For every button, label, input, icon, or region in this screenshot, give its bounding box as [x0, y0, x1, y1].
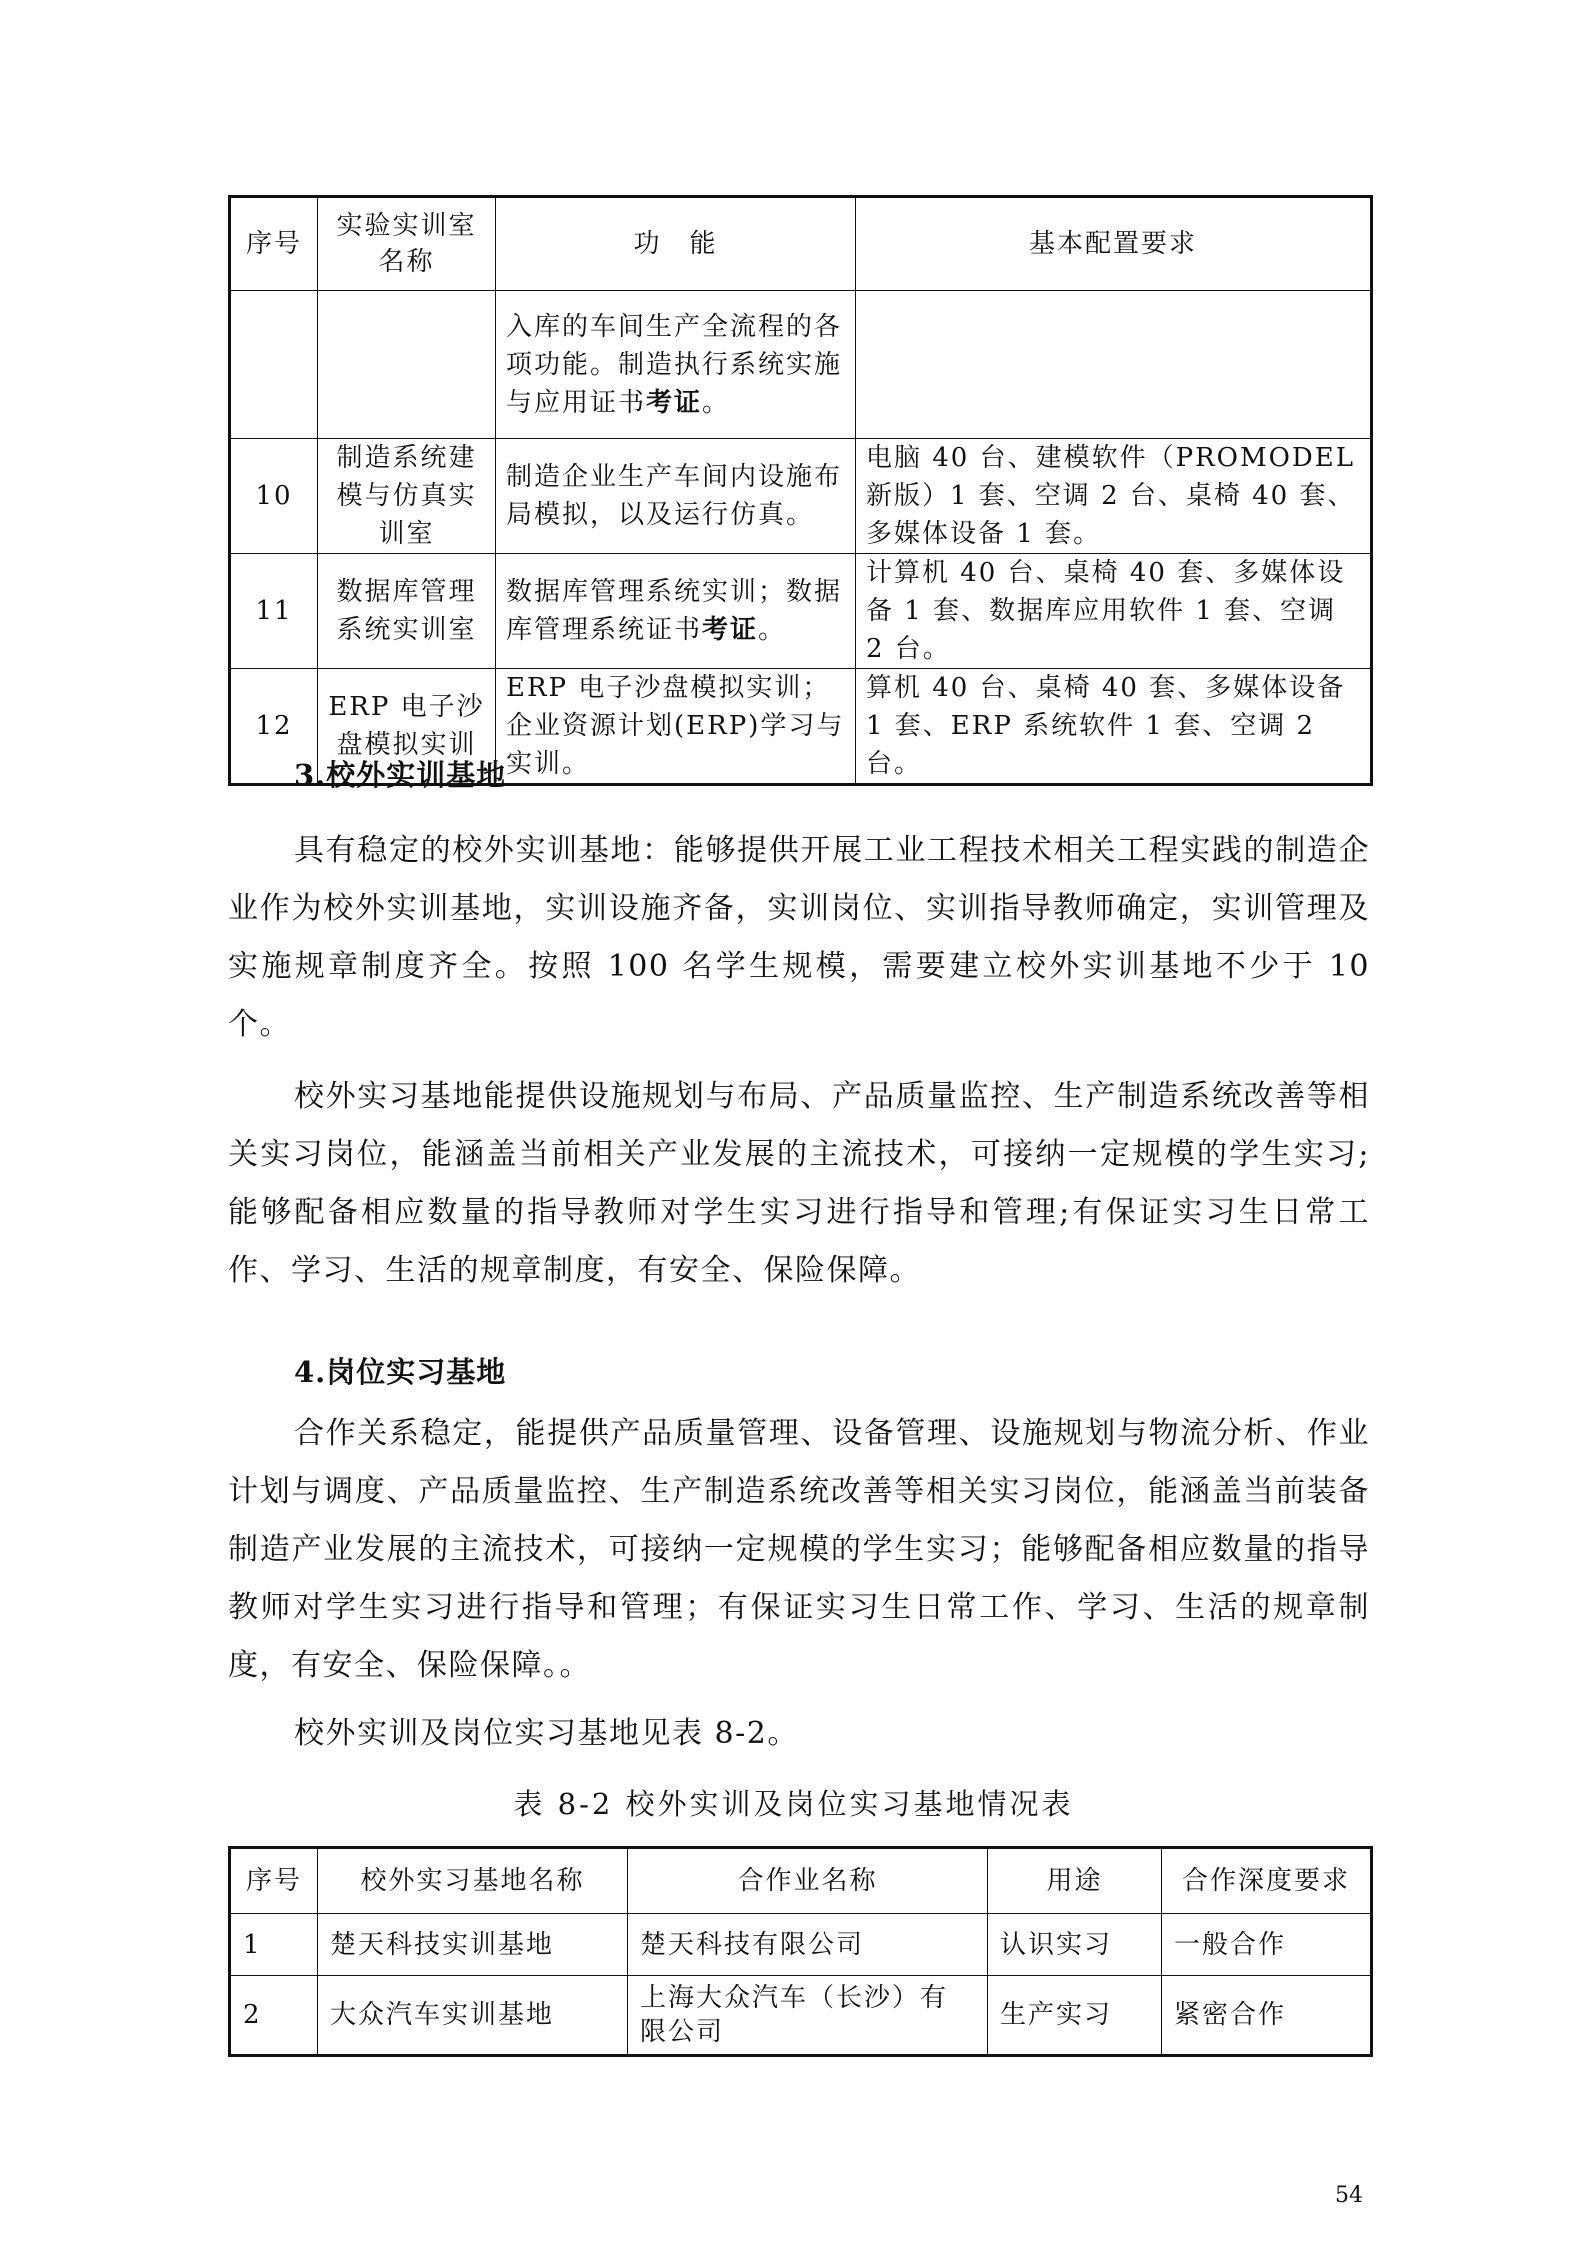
- header-depth: 合作深度要求: [1162, 1848, 1372, 1914]
- header-base-name: 校外实习基地名称: [318, 1848, 628, 1914]
- table-row: [230, 291, 1372, 439]
- table-header-row: [230, 197, 1372, 291]
- row-function: 入库的车间生产全流程的各项功能。制造执行系统实施与应用证书考证。: [496, 291, 856, 439]
- row-depth: 一般合作: [1162, 1914, 1372, 1976]
- row-use: 生产实习: [988, 1976, 1162, 2056]
- row-base-name: 大众汽车实训基地: [318, 1976, 628, 2056]
- row-no: 12: [230, 669, 318, 785]
- row-no: [230, 291, 318, 439]
- row-depth: 紧密合作: [1162, 1976, 1372, 2056]
- row-no: 11: [230, 554, 318, 669]
- row-function: 制造企业生产车间内设施布局模拟，以及运行仿真。: [496, 439, 856, 554]
- header-use: 用途: [988, 1848, 1162, 1914]
- row-config: 电脑 40 台、建模软件（PROMODEL 新版）1 套、空调 2 台、桌椅 40 套、多媒体设备 1 套。: [856, 439, 1372, 554]
- page-number: 54: [1335, 2183, 1363, 2208]
- header-company: 合作业名称: [628, 1848, 988, 1914]
- table-header-row: [230, 1848, 1372, 1914]
- row-lab-name: [318, 291, 496, 439]
- header-lab-name: 实验实训室名称: [318, 197, 496, 291]
- row-company: 上海大众汽车（长沙）有限公司: [628, 1976, 988, 2056]
- row-base-name: 楚天科技实训基地: [318, 1914, 628, 1976]
- section3-paragraph-1: 具有稳定的校外实训基地：能够提供开展工业工程技术相关工程实践的制造企业作为校外实训基地，实训设施齐备，实训岗位、实训指导教师确定，实训管理及实施规章制度齐全。按照 100 名学生规模，需要建立校外实训基地不少于 10 个。: [228, 833, 1370, 1042]
- section3-paragraph-2: 校外实习基地能提供设施规划与布局、产品质量监控、生产制造系统改善等相关实习岗位，能涵盖当前相关产业发展的主流技术，可接纳一定规模的学生实习;能够配备相应数量的指导教师对学生实习进行指导和管理;有保证实习生日常工作、学习、生活的规章制度，有安全、保险保障。: [228, 1079, 1370, 1288]
- section3-heading: 3.校外实训基地: [294, 758, 507, 792]
- practice-base-table: [228, 1846, 1373, 2057]
- row-lab-name: ERP 电子沙盘模拟实训: [318, 669, 496, 785]
- section4-heading: 4.岗位实习基地: [294, 1355, 507, 1389]
- lab-config-table: [228, 195, 1373, 786]
- table2-caption: 表 8-2 校外实训及岗位实习基地情况表: [513, 1787, 1074, 1821]
- row-config: [856, 291, 1372, 439]
- section4-paragraph-1: 合作关系稳定，能提供产品质量管理、设备管理、设施规划与物流分析、作业计划与调度、产品质量监控、生产制造系统改善等相关实习岗位，能涵盖当前装备制造产业发展的主流技术，可接纳一定规模的学生实习；能够配备相应数量的指导教师对学生实习进行指导和管理；有保证实习生日常工作、学习、生活的规章制度，有安全、保险保障。。: [228, 1416, 1370, 1683]
- table-row: [230, 439, 1372, 554]
- header-no: 序号: [230, 197, 318, 291]
- row-config: 计算机 40 台、桌椅 40 套、多媒体设备 1 套、数据库应用软件 1 套、空调 2 台。: [856, 554, 1372, 669]
- row-no: 1: [230, 1914, 318, 1976]
- header-function: 功 能: [496, 197, 856, 291]
- row-no: 2: [230, 1976, 318, 2056]
- row-lab-name: 制造系统建模与仿真实训室: [318, 439, 496, 554]
- row-function: ERP 电子沙盘模拟实训；企业资源计划(ERP)学习与实训。: [496, 669, 856, 785]
- table-row: [230, 554, 1372, 669]
- table-row: [230, 1976, 1372, 2056]
- section4-paragraph-2: 校外实训及岗位实习基地见表 8-2。: [294, 1716, 799, 1751]
- header-config: 基本配置要求: [856, 197, 1372, 291]
- row-no: 10: [230, 439, 318, 554]
- row-function: 数据库管理系统实训；数据库管理系统证书考证。: [496, 554, 856, 669]
- row-use: 认识实习: [988, 1914, 1162, 1976]
- row-company: 楚天科技有限公司: [628, 1914, 988, 1976]
- row-config: 算机 40 台、桌椅 40 套、多媒体设备 1 套、ERP 系统软件 1 套、空调 2 台。: [856, 669, 1372, 785]
- row-lab-name: 数据库管理系统实训室: [318, 554, 496, 669]
- table-row: [230, 1914, 1372, 1976]
- header-no: 序号: [230, 1848, 318, 1914]
